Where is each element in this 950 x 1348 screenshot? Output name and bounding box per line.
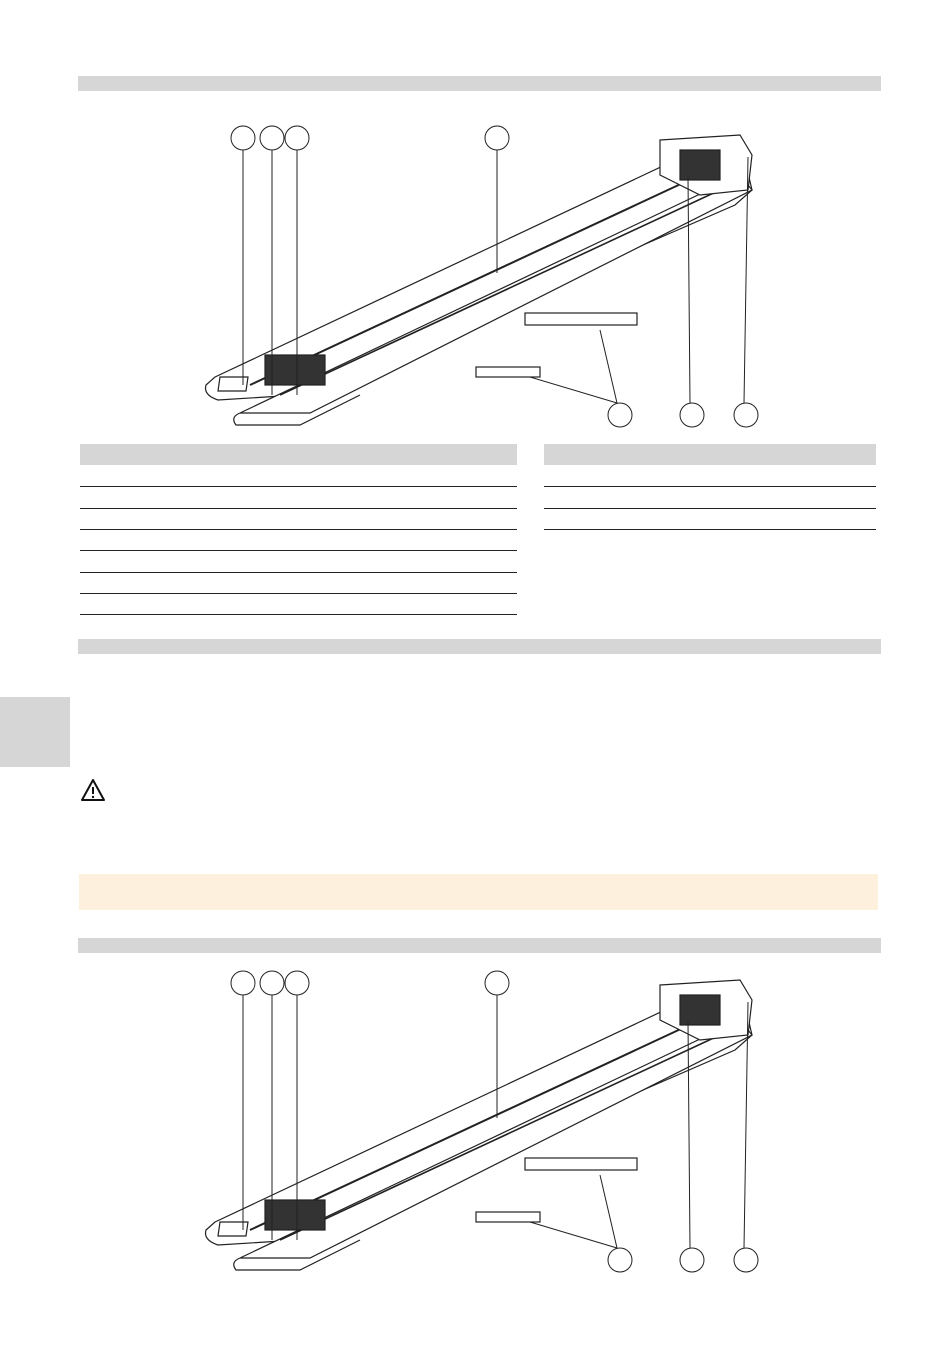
callout-circle: [260, 971, 284, 995]
callout-circle: [285, 971, 309, 995]
table-header-right: [544, 444, 876, 465]
table-header-left: [80, 444, 517, 465]
callout-circle: [734, 1248, 758, 1272]
fork-drawing: [206, 980, 753, 1270]
warning-triangle-icon: [80, 778, 106, 802]
callout-circle: [260, 126, 284, 150]
callout-circle: [285, 126, 309, 150]
table-rule: [80, 486, 517, 487]
table-rule: [80, 572, 517, 573]
table-rule: [80, 550, 517, 551]
table-rule: [80, 508, 517, 509]
fork-figure-2: [0, 940, 950, 1285]
note-box: [79, 874, 878, 910]
callout-circle: [608, 403, 632, 427]
chapter-side-tab: [0, 697, 70, 767]
table-rule: [80, 593, 517, 594]
callout-circle: [231, 971, 255, 995]
table-rule: [80, 614, 517, 615]
callout-circle: [608, 1248, 632, 1272]
callout-circle: [680, 403, 704, 427]
callout-circle: [734, 403, 758, 427]
table-rule: [80, 529, 517, 530]
callout-circle: [231, 126, 255, 150]
table-rule: [544, 486, 876, 487]
section-header-bar-2: [78, 639, 881, 654]
fork-figure-1: [0, 95, 950, 440]
callout-circle: [680, 1248, 704, 1272]
fork-drawing: [206, 135, 753, 425]
section-header-bar-1: [78, 76, 881, 91]
callout-circle: [485, 126, 509, 150]
table-rule: [544, 508, 876, 509]
table-rule: [544, 529, 876, 530]
callout-circle: [485, 971, 509, 995]
